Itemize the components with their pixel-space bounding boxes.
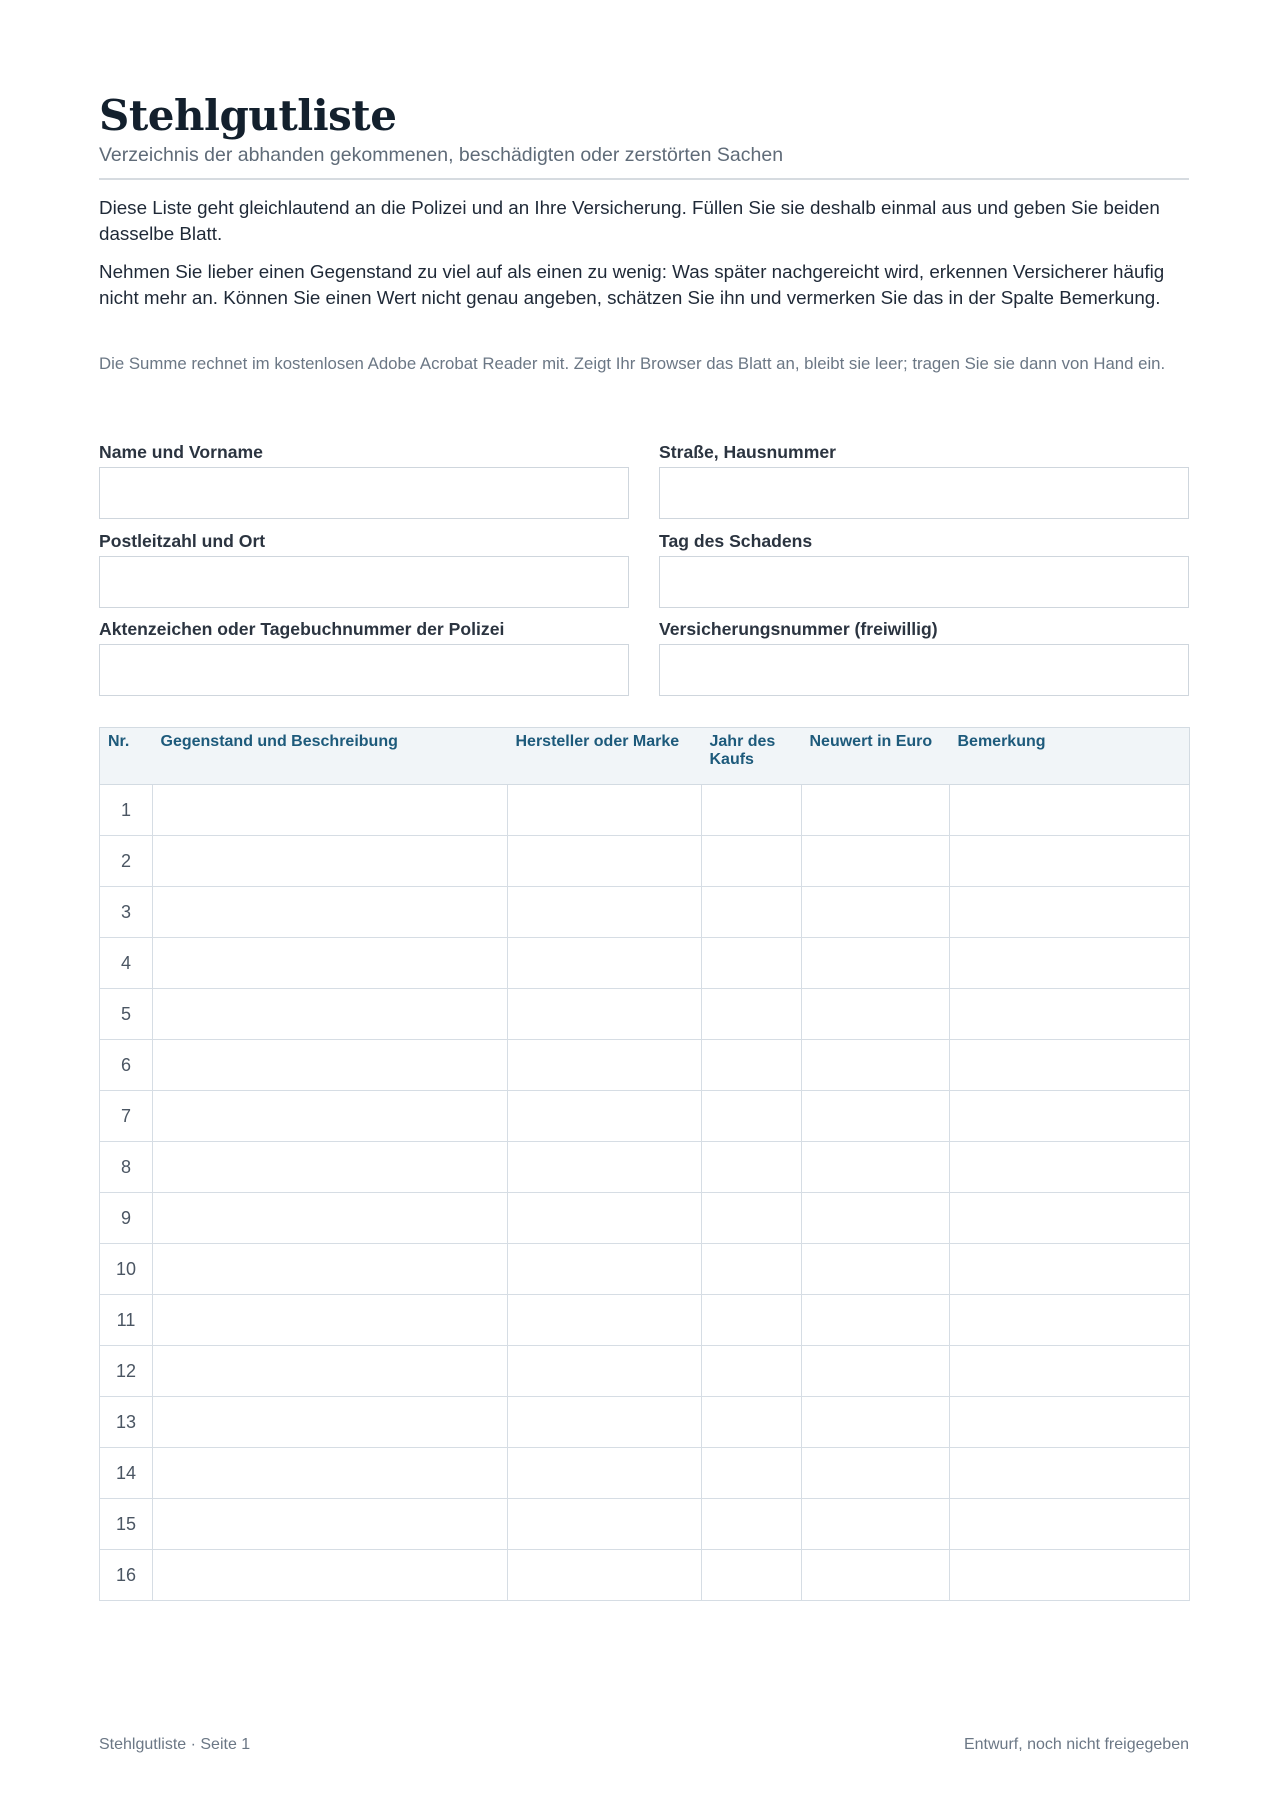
value-input[interactable] <box>802 1092 949 1140</box>
value-cell <box>802 1397 950 1448</box>
value-cell <box>802 1244 950 1295</box>
brand-cell <box>508 1397 702 1448</box>
row-number: 13 <box>100 1397 153 1448</box>
year-cell <box>702 785 802 836</box>
table-row <box>100 836 1190 887</box>
street-field-group <box>659 441 1189 519</box>
table-row <box>100 1295 1190 1346</box>
value-input[interactable] <box>802 1143 949 1191</box>
row-number: 3 <box>100 887 153 938</box>
item-cell <box>153 1193 508 1244</box>
brand-input[interactable] <box>508 1500 701 1548</box>
value-cell <box>802 1040 950 1091</box>
table-header-row <box>100 728 1190 785</box>
item-cell <box>153 1244 508 1295</box>
brand-input[interactable] <box>508 1449 701 1497</box>
value-input[interactable] <box>802 1398 949 1446</box>
brand-input[interactable] <box>508 1245 701 1293</box>
remark-input[interactable] <box>950 1551 1189 1599</box>
remark-input[interactable] <box>950 1398 1189 1446</box>
row-number: 4 <box>100 938 153 989</box>
table-row <box>100 785 1190 836</box>
reference-label: Aktenzeichen oder Tagebuchnummer der Polizei <box>99 619 505 639</box>
item-input[interactable] <box>153 990 507 1038</box>
remark-cell <box>950 887 1190 938</box>
value-cell <box>802 836 950 887</box>
row-number: 2 <box>100 836 153 887</box>
intro-paragraph-1: Diese Liste geht gleichlautend an die Polizei und an Ihre Versicherung. Füllen Sie sie deshalb einmal aus und geben Sie beiden dasselbe Blatt. <box>99 197 1160 244</box>
brand-input[interactable] <box>508 888 701 936</box>
remark-input[interactable] <box>950 1143 1189 1191</box>
intro-note: Die Summe rechnet im kostenlosen Adobe Acrobat Reader mit. Zeigt Ihr Browser das Blatt an, bleibt sie leer; tragen Sie sie dann von Hand ein. <box>99 354 1166 373</box>
row-number: 14 <box>100 1448 153 1499</box>
remark-cell <box>950 1091 1190 1142</box>
value-cell <box>802 989 950 1040</box>
brand-input[interactable] <box>508 1551 701 1599</box>
value-input[interactable] <box>802 786 949 834</box>
brand-input[interactable] <box>508 1398 701 1446</box>
item-input[interactable] <box>153 1194 507 1242</box>
year-cell <box>702 1040 802 1091</box>
remark-cell <box>950 1040 1190 1091</box>
year-cell <box>702 836 802 887</box>
footer-page-label: Stehlgutliste · Seite 1 <box>99 1736 251 1753</box>
year-cell <box>702 887 802 938</box>
year-input[interactable] <box>702 1296 801 1344</box>
city-input[interactable] <box>99 556 629 608</box>
remark-input[interactable] <box>950 1449 1189 1497</box>
brand-input[interactable] <box>508 1092 701 1140</box>
remark-cell <box>950 1346 1190 1397</box>
table-row <box>100 1397 1190 1448</box>
brand-cell <box>508 785 702 836</box>
year-input[interactable] <box>702 1500 801 1548</box>
year-cell <box>702 1499 802 1550</box>
year-input[interactable] <box>702 1551 801 1599</box>
remark-input[interactable] <box>950 1245 1189 1293</box>
value-cell <box>802 1142 950 1193</box>
insurance-number-input[interactable] <box>659 644 1189 696</box>
year-input[interactable] <box>702 1092 801 1140</box>
table-row <box>100 1142 1190 1193</box>
value-input[interactable] <box>802 1347 949 1395</box>
item-input[interactable] <box>153 837 507 885</box>
remark-cell <box>950 836 1190 887</box>
item-cell <box>153 1091 508 1142</box>
brand-input[interactable] <box>508 1347 701 1395</box>
remark-input[interactable] <box>950 939 1189 987</box>
city-field-group <box>99 530 629 608</box>
table-row <box>100 887 1190 938</box>
year-cell <box>702 1295 802 1346</box>
value-input[interactable] <box>802 1245 949 1293</box>
remark-cell <box>950 1142 1190 1193</box>
value-cell <box>802 1091 950 1142</box>
row-number: 7 <box>100 1091 153 1142</box>
year-cell <box>702 1091 802 1142</box>
year-input[interactable] <box>702 837 801 885</box>
item-cell <box>153 1295 508 1346</box>
column-header-value: Neuwert in Euro <box>802 728 950 785</box>
brand-cell <box>508 1040 702 1091</box>
remark-cell <box>950 1550 1190 1601</box>
item-cell <box>153 1448 508 1499</box>
remark-input[interactable] <box>950 1296 1189 1344</box>
value-cell <box>802 887 950 938</box>
remark-cell <box>950 1244 1190 1295</box>
page-subtitle: Verzeichnis der abhanden gekommenen, beschädigten oder zerstörten Sachen <box>99 144 784 166</box>
brand-cell <box>508 1346 702 1397</box>
item-input[interactable] <box>153 1041 507 1089</box>
table-row <box>100 989 1190 1040</box>
table-body <box>100 785 1190 1601</box>
value-cell <box>802 1448 950 1499</box>
brand-cell <box>508 1550 702 1601</box>
remark-cell <box>950 1295 1190 1346</box>
brand-cell <box>508 1142 702 1193</box>
name-field-group <box>99 441 629 519</box>
value-cell <box>802 1550 950 1601</box>
year-input[interactable] <box>702 1398 801 1446</box>
column-header-item: Gegenstand und Beschreibung <box>153 728 508 785</box>
table-row <box>100 1448 1190 1499</box>
item-cell <box>153 1040 508 1091</box>
column-header-remark: Bemerkung <box>950 728 1190 785</box>
remark-input[interactable] <box>950 1194 1189 1242</box>
table-row <box>100 1040 1190 1091</box>
city-label: Postleitzahl und Ort <box>99 531 266 551</box>
year-input[interactable] <box>702 888 801 936</box>
brand-input[interactable] <box>508 939 701 987</box>
year-cell <box>702 1448 802 1499</box>
year-cell <box>702 1346 802 1397</box>
value-input[interactable] <box>802 1551 949 1599</box>
name-input[interactable] <box>99 467 629 519</box>
value-cell <box>802 1193 950 1244</box>
item-input[interactable] <box>153 1347 507 1395</box>
item-cell <box>153 1397 508 1448</box>
value-cell <box>802 785 950 836</box>
remark-cell <box>950 1193 1190 1244</box>
row-number: 6 <box>100 1040 153 1091</box>
form-page <box>99 0 1189 1811</box>
item-input[interactable] <box>153 1398 507 1446</box>
value-input[interactable] <box>802 888 949 936</box>
item-input[interactable] <box>153 786 507 834</box>
remark-cell <box>950 1397 1190 1448</box>
date-label: Tag des Schadens <box>659 531 813 551</box>
item-cell <box>153 989 508 1040</box>
item-cell <box>153 938 508 989</box>
brand-input[interactable] <box>508 1296 701 1344</box>
year-input[interactable] <box>702 786 801 834</box>
brand-input[interactable] <box>508 1143 701 1191</box>
brand-cell <box>508 1499 702 1550</box>
year-input[interactable] <box>702 1041 801 1089</box>
year-cell <box>702 1550 802 1601</box>
remark-input[interactable] <box>950 837 1189 885</box>
item-input[interactable] <box>153 1551 507 1599</box>
year-cell <box>702 989 802 1040</box>
row-number: 10 <box>100 1244 153 1295</box>
brand-cell <box>508 1295 702 1346</box>
police-reference-input[interactable] <box>99 644 629 696</box>
value-input[interactable] <box>802 837 949 885</box>
row-number: 1 <box>100 785 153 836</box>
value-input[interactable] <box>802 1194 949 1242</box>
item-input[interactable] <box>153 888 507 936</box>
item-cell <box>153 887 508 938</box>
year-input[interactable] <box>702 1245 801 1293</box>
table-row <box>100 1193 1190 1244</box>
table-row <box>100 1499 1190 1550</box>
item-cell <box>153 1346 508 1397</box>
remark-input[interactable] <box>950 786 1189 834</box>
table-row <box>100 1244 1190 1295</box>
year-cell <box>702 1244 802 1295</box>
brand-cell <box>508 1193 702 1244</box>
brand-input[interactable] <box>508 1041 701 1089</box>
value-cell <box>802 1295 950 1346</box>
year-cell <box>702 1397 802 1448</box>
remark-input[interactable] <box>950 990 1189 1038</box>
item-input[interactable] <box>153 1092 507 1140</box>
value-cell <box>802 1346 950 1397</box>
page-title: Stehlgutliste <box>99 91 397 140</box>
brand-input[interactable] <box>508 990 701 1038</box>
value-cell <box>802 938 950 989</box>
row-number: 16 <box>100 1550 153 1601</box>
column-header-nr: Nr. <box>100 728 153 785</box>
year-cell <box>702 1142 802 1193</box>
item-input[interactable] <box>153 1449 507 1497</box>
value-input[interactable] <box>802 939 949 987</box>
date-field-group <box>659 530 1189 608</box>
insurance-field-group <box>659 618 1189 696</box>
row-number: 11 <box>100 1295 153 1346</box>
row-number: 9 <box>100 1193 153 1244</box>
value-input[interactable] <box>802 990 949 1038</box>
item-input[interactable] <box>153 1245 507 1293</box>
year-cell <box>702 938 802 989</box>
year-input[interactable] <box>702 1143 801 1191</box>
name-label: Name und Vorname <box>99 442 263 462</box>
item-input[interactable] <box>153 1296 507 1344</box>
value-input[interactable] <box>802 1449 949 1497</box>
brand-cell <box>508 1244 702 1295</box>
stolen-items-table <box>99 727 1190 1601</box>
remark-input[interactable] <box>950 1500 1189 1548</box>
table-row <box>100 1346 1190 1397</box>
remark-input[interactable] <box>950 1347 1189 1395</box>
item-cell <box>153 1550 508 1601</box>
table-row <box>100 1091 1190 1142</box>
remark-cell <box>950 938 1190 989</box>
value-input[interactable] <box>802 1041 949 1089</box>
remark-cell <box>950 785 1190 836</box>
remark-input[interactable] <box>950 888 1189 936</box>
brand-input[interactable] <box>508 837 701 885</box>
brand-cell <box>508 1091 702 1142</box>
brand-cell <box>508 836 702 887</box>
item-cell <box>153 1142 508 1193</box>
item-input[interactable] <box>153 1500 507 1548</box>
value-input[interactable] <box>802 1296 949 1344</box>
row-number: 8 <box>100 1142 153 1193</box>
street-input[interactable] <box>659 467 1189 519</box>
item-cell <box>153 1499 508 1550</box>
brand-input[interactable] <box>508 786 701 834</box>
item-input[interactable] <box>153 1143 507 1191</box>
street-label: Straße, Hausnummer <box>659 442 836 462</box>
brand-cell <box>508 887 702 938</box>
value-cell <box>802 1499 950 1550</box>
remark-input[interactable] <box>950 1041 1189 1089</box>
table-row <box>100 938 1190 989</box>
year-cell <box>702 1193 802 1244</box>
remark-cell <box>950 989 1190 1040</box>
year-input[interactable] <box>702 1194 801 1242</box>
item-cell <box>153 785 508 836</box>
year-input[interactable] <box>702 990 801 1038</box>
row-number: 15 <box>100 1499 153 1550</box>
column-header-brand: Hersteller oder Marke <box>508 728 702 785</box>
insurance-label: Versicherungsnummer (freiwillig) <box>659 619 938 639</box>
damage-date-input[interactable] <box>659 556 1189 608</box>
remark-input[interactable] <box>950 1092 1189 1140</box>
intro-paragraph-2: Nehmen Sie lieber einen Gegenstand zu viel auf als einen zu wenig: Was später nachgereicht wird, erkennen Versicherer häufig nicht mehr an. Können Sie einen Wert nicht genau angeben, schätzen Sie ihn und vermerken Sie das in der Spalte Bemerkung. <box>99 261 1165 308</box>
year-input[interactable] <box>702 939 801 987</box>
brand-cell <box>508 938 702 989</box>
row-number: 5 <box>100 989 153 1040</box>
remark-cell <box>950 1499 1190 1550</box>
reference-field-group <box>99 618 629 696</box>
remark-cell <box>950 1448 1190 1499</box>
column-header-year: Jahr des Kaufs <box>702 728 802 785</box>
row-number: 12 <box>100 1346 153 1397</box>
header-divider <box>99 178 1189 180</box>
item-cell <box>153 836 508 887</box>
table-row <box>100 1550 1190 1601</box>
year-input[interactable] <box>702 1449 801 1497</box>
brand-input[interactable] <box>508 1194 701 1242</box>
brand-cell <box>508 1448 702 1499</box>
brand-cell <box>508 989 702 1040</box>
value-input[interactable] <box>802 1500 949 1548</box>
footer-status: Entwurf, noch nicht freigegeben <box>963 1736 1189 1753</box>
year-input[interactable] <box>702 1347 801 1395</box>
item-input[interactable] <box>153 939 507 987</box>
